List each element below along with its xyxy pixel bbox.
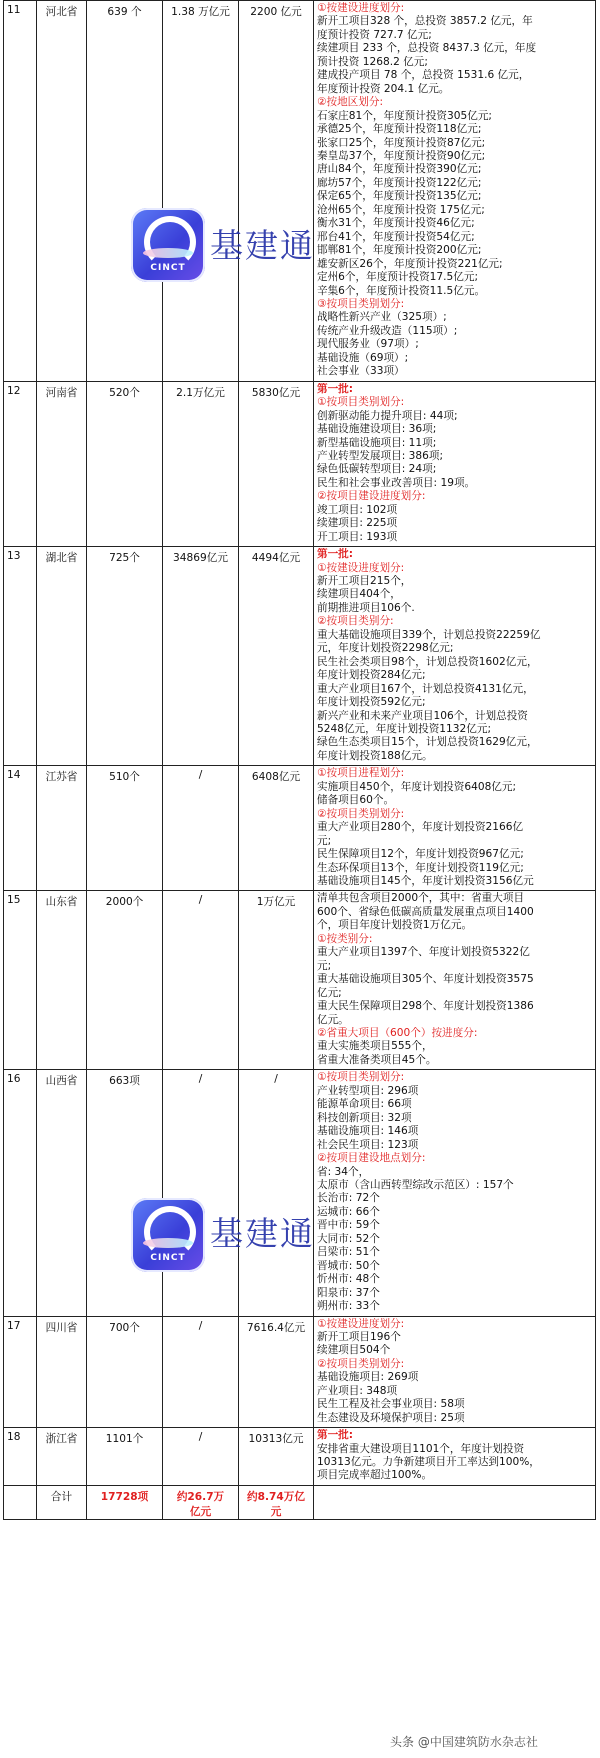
project-count-cell: 1101个: [87, 1428, 163, 1486]
source-footer: 头条 @中国建筑防水杂志社: [390, 1735, 538, 1749]
watermark-brand-text: 基建通: [210, 226, 315, 265]
details-cell: [314, 766, 596, 891]
detail-line: 产业项目: 348项: [317, 1384, 398, 1397]
total-row: [4, 1485, 596, 1519]
total-investment-cell: 34869亿元: [163, 547, 239, 766]
detail-line: 年度计划投资592亿元;: [317, 696, 426, 709]
section-heading: ②按项目类别划分:: [317, 807, 405, 820]
total-investment-cell: 2.1万亿元: [163, 381, 239, 546]
detail-line: 5248亿元，年度计划投资1132亿元;: [317, 723, 492, 736]
detail-line: 晋城市: 50个: [317, 1259, 380, 1272]
project-count-cell: 510个: [87, 766, 163, 891]
section-heading: 第一批:: [317, 382, 354, 395]
detail-line: 续建项目404个，: [317, 588, 401, 601]
total-count: 17728项: [87, 1485, 163, 1519]
row-number: 18: [4, 1428, 37, 1486]
project-count-cell: 2000个: [87, 891, 163, 1070]
detail-line: 前期推进项目106个.: [317, 601, 415, 614]
cinct-logo-icon: CINCT: [131, 1198, 205, 1272]
detail-line: 基础设施项目: 146项: [317, 1125, 419, 1138]
details-cell: [314, 1428, 596, 1486]
details-cell: [314, 1, 596, 382]
detail-line: 清单共包含项目2000个，其中：省重大项目: [317, 892, 525, 905]
detail-line: 项目完成率超过100%。: [317, 1469, 433, 1482]
detail-line: 邯郸81个，年度预计投资200亿元;: [317, 244, 482, 257]
cinct-logo-icon: CINCT: [131, 208, 205, 282]
detail-line: 石家庄81个，年度预计投资305亿元;: [317, 109, 492, 122]
project-count-cell: 663项: [87, 1070, 163, 1316]
total-investment-cell: 1.38 万亿元: [163, 1, 239, 382]
annual-investment-cell: 4494亿元: [239, 547, 314, 766]
detail-line: 省重大准备类项目45个。: [317, 1053, 437, 1066]
table-row: [4, 1428, 596, 1486]
table-row: [4, 1070, 596, 1316]
table-row: [4, 547, 596, 766]
section-heading: ①按项目类别划分:: [317, 1071, 405, 1084]
detail-line: 新开工项目215个，: [317, 575, 412, 588]
detail-line: 省: 34个，: [317, 1165, 370, 1178]
total-label: 合计: [37, 1485, 87, 1519]
detail-line: 阳泉市: 37个: [317, 1286, 380, 1299]
detail-line: 民生保障项目12个，年度计划投资967亿元;: [317, 848, 524, 861]
detail-line: 基础设施（69项）;: [317, 351, 409, 364]
row-number: 11: [4, 1, 37, 382]
province-cell: 四川省: [37, 1316, 87, 1428]
section-heading: 第一批:: [317, 548, 354, 561]
annual-investment-cell: 5830亿元: [239, 381, 314, 546]
province-cell: 湖北省: [37, 547, 87, 766]
section-heading: ②省重大项目（600个）按进度分:: [317, 1026, 478, 1039]
total-annual: [239, 1485, 314, 1519]
total-investment-line2: 亿元: [189, 1505, 212, 1518]
detail-line: 续建项目504个: [317, 1344, 391, 1357]
detail-line: 绿色生态类项目15个，计划总投资1629亿元，: [317, 736, 538, 749]
detail-line: 生态建设及环境保护项目: 25项: [317, 1411, 465, 1424]
total-annual-line2: 元: [270, 1505, 282, 1518]
province-cell: 河北省: [37, 1, 87, 382]
detail-line: 元;: [317, 959, 332, 972]
detail-line: 重大基础设施项目305个、年度计划投资3575: [317, 973, 534, 986]
detail-line: 民生和社会事业改善项目: 19项。: [317, 476, 476, 489]
section-heading: ①按建设进度划分:: [317, 2, 405, 14]
total-spacer: [4, 1485, 37, 1519]
detail-line: 邢台41个，年度预计投资54亿元;: [317, 230, 475, 243]
detail-line: 保定65个，年度预计投资135亿元;: [317, 190, 482, 203]
section-heading: ②按项目建设地点划分:: [317, 1152, 426, 1165]
detail-line: 个，项目年度计划投资1万亿元。: [317, 919, 473, 932]
detail-line: 运城市: 66个: [317, 1205, 380, 1218]
detail-line: 续建项目 233 个，总投资 8437.3 亿元，年度: [317, 42, 537, 55]
row-number: 17: [4, 1316, 37, 1428]
detail-line: 定州6个，年度预计投资17.5亿元;: [317, 271, 479, 284]
total-investment: [163, 1485, 239, 1519]
detail-line: 朔州市: 33个: [317, 1300, 380, 1313]
annual-investment-cell: 2200 亿元: [239, 1, 314, 382]
project-count-cell: 639 个: [87, 1, 163, 382]
detail-line: 辛集6个，年度预计投资11.5亿元。: [317, 284, 486, 297]
total-details: [314, 1485, 596, 1519]
detail-line: 基础设施项目145个，年度计划投资3156亿元: [317, 875, 534, 887]
detail-line: 10313亿元。力争新建项目开工率达到100%，: [317, 1456, 540, 1469]
detail-line: 绿色低碳转型项目: 24项;: [317, 463, 437, 476]
table-row: [4, 381, 596, 546]
table-row: [4, 766, 596, 891]
row-number: 14: [4, 766, 37, 891]
section-heading: ①按建设进度划分:: [317, 561, 405, 574]
project-count-cell: 700个: [87, 1316, 163, 1428]
detail-line: 600个、省绿色低碳高质量发展重点项目1400: [317, 905, 534, 918]
province-cell: 山东省: [37, 891, 87, 1070]
table-row: [4, 1, 596, 382]
detail-line: 建成投产项目 78 个，总投资 1531.6 亿元，: [317, 69, 530, 82]
table-row: [4, 1316, 596, 1428]
detail-line: 实施项目450个，年度计划投资6408亿元;: [317, 780, 517, 793]
section-heading: ②按项目建设进度划分:: [317, 490, 426, 503]
detail-line: 科技创新项目: 32项: [317, 1111, 412, 1124]
row-number: 12: [4, 381, 37, 546]
detail-line: 大同市: 52个: [317, 1232, 380, 1245]
detail-line: 唐山84个，年度预计投资390亿元;: [317, 163, 482, 176]
detail-line: 新兴产业和未来产业项目106个，计划总投资: [317, 709, 528, 722]
project-count-cell: 520个: [87, 381, 163, 546]
province-cell: 江苏省: [37, 766, 87, 891]
detail-line: 太原市（含山西转型综改示范区）: 157个: [317, 1178, 514, 1191]
province-cell: 山西省: [37, 1070, 87, 1316]
detail-line: 生态环保项目13个，年度计划投资119亿元;: [317, 861, 524, 874]
annual-investment-cell: 10313亿元: [239, 1428, 314, 1486]
annual-investment-cell: /: [239, 1070, 314, 1316]
province-cell: 河南省: [37, 381, 87, 546]
detail-line: 续建项目: 225项: [317, 517, 398, 530]
detail-line: 社会事业（33项）: [317, 365, 405, 378]
detail-line: 衡水31个，年度预计投资46亿元;: [317, 217, 475, 230]
detail-line: 承德25个，年度预计投资118亿元;: [317, 123, 482, 136]
province-cell: 浙江省: [37, 1428, 87, 1486]
detail-line: 长治市: 72个: [317, 1192, 380, 1205]
detail-line: 元;: [317, 834, 332, 847]
total-annual-line1: 约8.74万亿: [247, 1490, 305, 1503]
row-number: 13: [4, 547, 37, 766]
watermark-brand-text: 基建通: [210, 1214, 315, 1253]
detail-line: 年度计划投资284亿元;: [317, 669, 426, 682]
detail-line: 重大产业项目1397个、年度计划投资5322亿: [317, 946, 530, 959]
detail-line: 战略性新兴产业（325项）;: [317, 311, 447, 324]
detail-line: 雄安新区26个，年度预计投资221亿元;: [317, 257, 503, 270]
detail-line: 能源革命项目: 66项: [317, 1098, 412, 1111]
detail-line: 亿元;: [317, 986, 342, 999]
detail-line: 重大实施类项目555个，: [317, 1040, 433, 1053]
detail-line: 现代服务业（97项）;: [317, 338, 419, 351]
detail-line: 重大产业项目167个，计划总投资4131亿元，: [317, 682, 534, 695]
detail-line: 基础设施项目: 269项: [317, 1371, 419, 1384]
details-cell: [314, 381, 596, 546]
total-investment-cell: /: [163, 891, 239, 1070]
section-heading: ②按项目类别划分:: [317, 1357, 405, 1370]
detail-line: 年度计划投资188亿元。: [317, 749, 433, 762]
section-heading: ②按地区划分:: [317, 96, 384, 109]
detail-line: 新开工项目196个: [317, 1330, 401, 1343]
details-cell: [314, 891, 596, 1070]
detail-line: 重大民生保障项目298个、年度计划投资1386: [317, 1000, 534, 1013]
detail-line: 社会民生项目: 123项: [317, 1138, 419, 1151]
detail-line: 创新驱动能力提升项目: 44项;: [317, 409, 458, 422]
detail-line: 沧州65个，年度预计投资 175亿元;: [317, 203, 485, 216]
project-count-cell: 725个: [87, 547, 163, 766]
detail-line: 储备项目60个。: [317, 794, 395, 807]
table-row: [4, 891, 596, 1070]
section-heading: ①按项目类别划分:: [317, 396, 405, 409]
detail-line: 度预计投资 727.7 亿元;: [317, 28, 432, 41]
annual-investment-cell: 1万亿元: [239, 891, 314, 1070]
detail-line: 年度预计投资 204.1 亿元。: [317, 82, 450, 95]
detail-line: 亿元。: [317, 1013, 349, 1026]
row-number: 15: [4, 891, 37, 1070]
detail-line: 廊坊57个，年度预计投资122亿元;: [317, 176, 482, 189]
detail-line: 民生工程及社会事业项目: 58项: [317, 1398, 465, 1411]
total-investment-cell: /: [163, 1070, 239, 1316]
section-heading: ①按建设进度划分:: [317, 1317, 405, 1330]
detail-line: 重大产业项目280个，年度计划投资2166亿: [317, 821, 524, 834]
section-heading: ①按类别分:: [317, 932, 373, 945]
detail-line: 传统产业升级改造（115项）;: [317, 324, 458, 337]
total-investment-cell: /: [163, 1428, 239, 1486]
detail-line: 张家口25个，年度预计投资87亿元;: [317, 136, 486, 149]
detail-line: 元，年度计划投资2298亿元;: [317, 642, 454, 655]
total-investment-cell: /: [163, 766, 239, 891]
detail-line: 开工项目: 193项: [317, 530, 398, 543]
detail-line: 安排省重大建设项目1101个，年度计划投资: [317, 1442, 525, 1455]
detail-line: 忻州市: 48个: [317, 1273, 380, 1286]
detail-line: 新型基础设施项目: 11项;: [317, 436, 437, 449]
detail-line: 重大基础设施项目339个，计划总投资22259亿: [317, 628, 541, 641]
section-heading: ①按项目进程划分:: [317, 767, 405, 780]
detail-line: 产业转型发展项目: 386项;: [317, 449, 444, 462]
details-cell: [314, 1070, 596, 1316]
row-number: 16: [4, 1070, 37, 1316]
details-cell: [314, 1316, 596, 1428]
section-heading: ③按项目类别划分:: [317, 297, 405, 310]
detail-line: 晋中市: 59个: [317, 1219, 380, 1232]
detail-line: 民生社会类项目98个，计划总投资1602亿元，: [317, 655, 538, 668]
section-heading: ②按项目类别分:: [317, 615, 394, 628]
detail-line: 预计投资 1268.2 亿元;: [317, 55, 428, 68]
total-investment-line1: 约26.7万: [176, 1490, 225, 1503]
detail-line: 新开工项目328 个，总投资 3857.2 亿元，年: [317, 15, 533, 28]
detail-line: 吕梁市: 51个: [317, 1246, 380, 1259]
detail-line: 竣工项目: 102项: [317, 503, 398, 516]
detail-line: 产业转型项目: 296项: [317, 1084, 419, 1097]
annual-investment-cell: 7616.4亿元: [239, 1316, 314, 1428]
annual-investment-cell: 6408亿元: [239, 766, 314, 891]
section-heading: 第一批:: [317, 1429, 354, 1442]
detail-line: 秦皇岛37个，年度预计投资90亿元;: [317, 149, 486, 162]
total-investment-cell: /: [163, 1316, 239, 1428]
details-cell: [314, 547, 596, 766]
detail-line: 基础设施建设项目: 36项;: [317, 423, 437, 436]
